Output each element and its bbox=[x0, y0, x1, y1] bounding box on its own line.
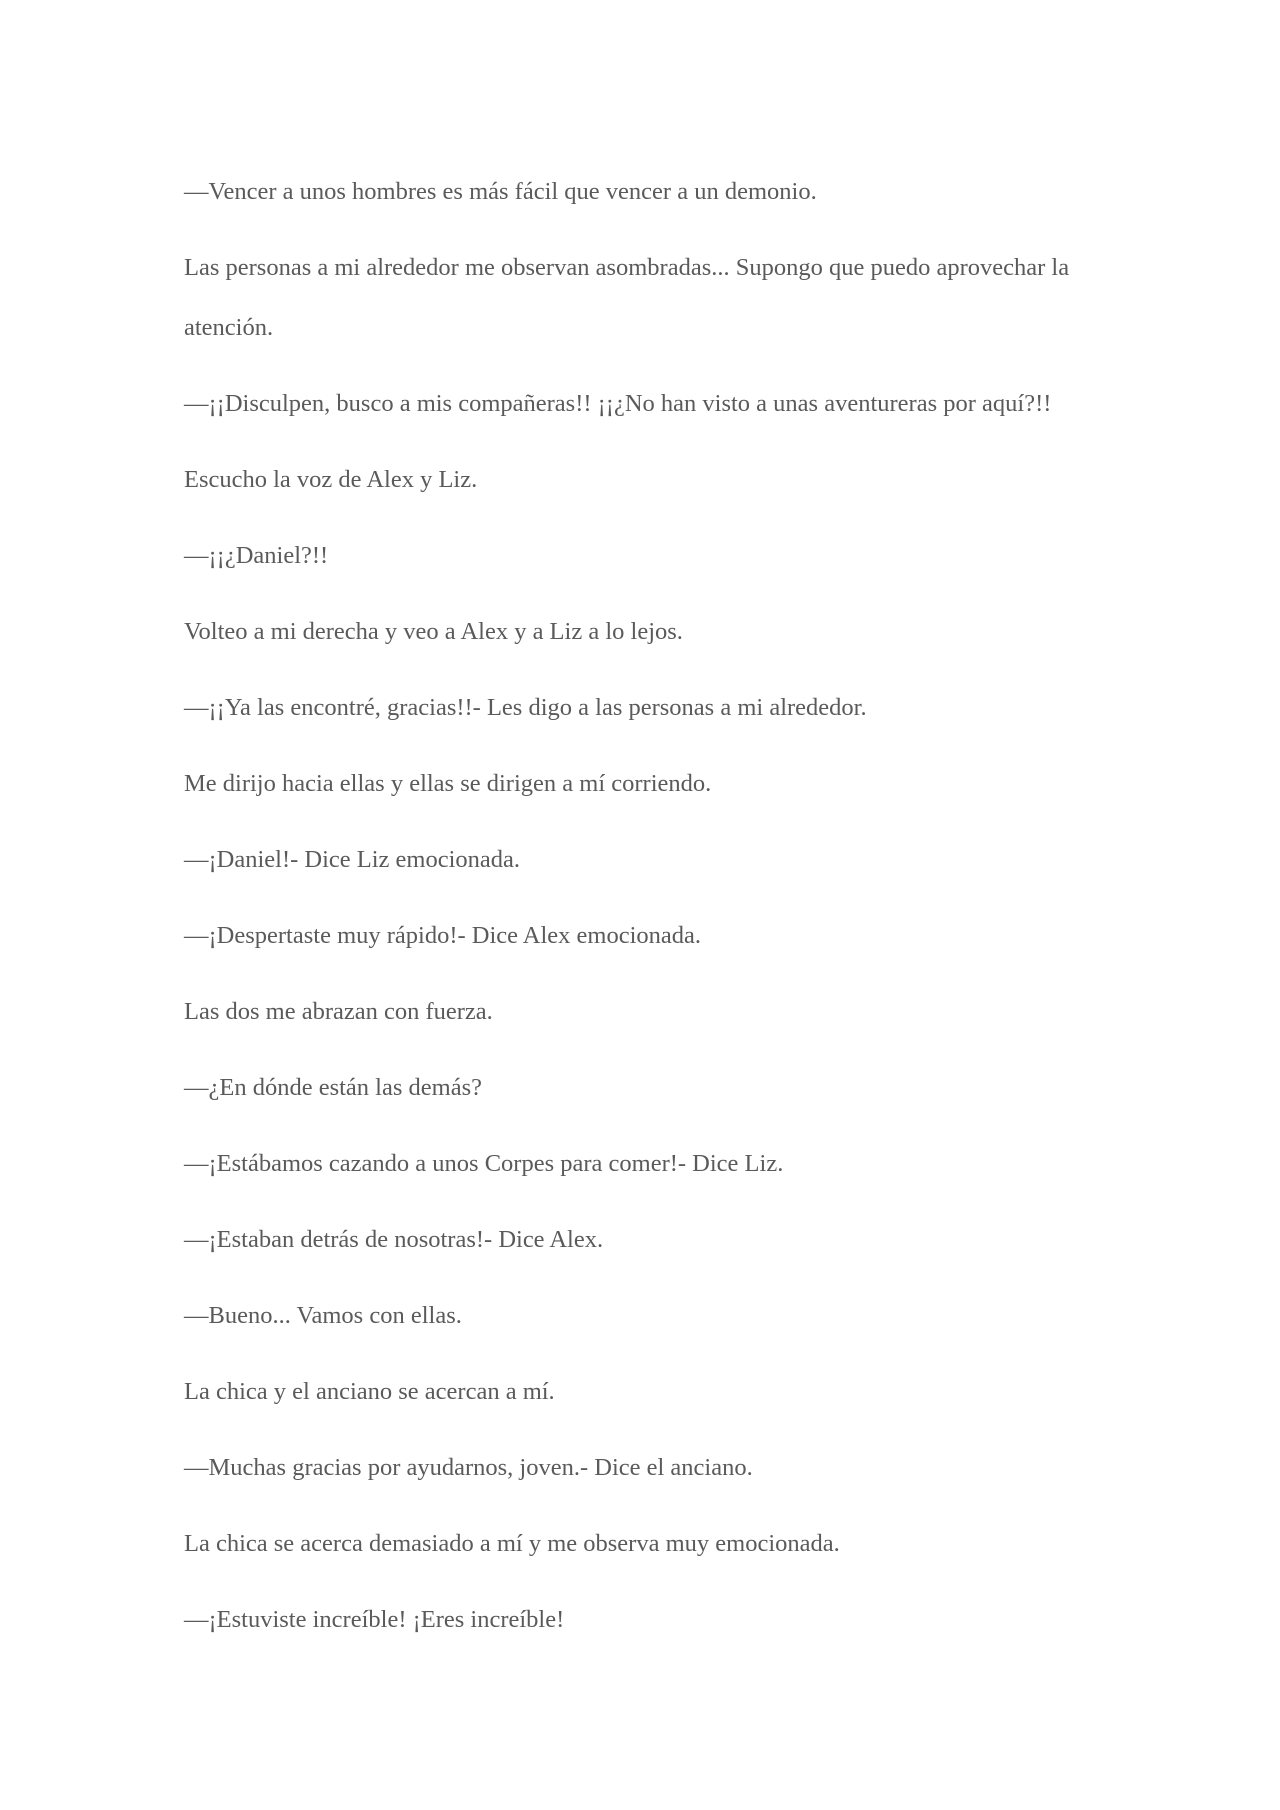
paragraph: Las personas a mi alrededor me observan asombradas... Supongo que puedo aprovechar la atención. bbox=[184, 254, 1070, 341]
paragraph: Las dos me abrazan con fuerza. bbox=[184, 998, 493, 1025]
paragraph: —¡Despertaste muy rápido!- Dice Alex emocionada. bbox=[184, 922, 702, 949]
paragraph: —Vencer a unos hombres es más fácil que vencer a un demonio. bbox=[184, 178, 817, 205]
paragraph: —¡¡Ya las encontré, gracias!!- Les digo a las personas a mi alrededor. bbox=[184, 694, 867, 721]
paragraph: —¡¡Disculpen, busco a mis compañeras!! ¡¡¿No han visto a unas aventureras por aquí?!! bbox=[184, 390, 1052, 417]
paragraph: —¿En dónde están las demás? bbox=[184, 1074, 482, 1101]
paragraph: —¡Estábamos cazando a unos Corpes para comer!- Dice Liz. bbox=[184, 1150, 784, 1177]
paragraph: —¡¡¿Daniel?!! bbox=[184, 542, 329, 569]
paragraph: —¡Estuviste increíble! ¡Eres increíble! bbox=[184, 1606, 565, 1633]
paragraph: Me dirijo hacia ellas y ellas se dirigen a mí corriendo. bbox=[184, 770, 712, 797]
paragraph: La chica se acerca demasiado a mí y me observa muy emocionada. bbox=[184, 1530, 840, 1557]
paragraph: Escucho la voz de Alex y Liz. bbox=[184, 466, 478, 493]
paragraph: Volteo a mi derecha y veo a Alex y a Liz a lo lejos. bbox=[184, 618, 683, 645]
paragraph: —¡Estaban detrás de nosotras!- Dice Alex. bbox=[184, 1226, 604, 1253]
story-text bbox=[184, 176, 1114, 1680]
paragraph: —Bueno... Vamos con ellas. bbox=[184, 1302, 462, 1329]
paragraph: —¡Daniel!- Dice Liz emocionada. bbox=[184, 846, 521, 873]
paragraph: —Muchas gracias por ayudarnos, joven.- Dice el anciano. bbox=[184, 1454, 753, 1481]
paragraph: La chica y el anciano se acercan a mí. bbox=[184, 1378, 555, 1405]
